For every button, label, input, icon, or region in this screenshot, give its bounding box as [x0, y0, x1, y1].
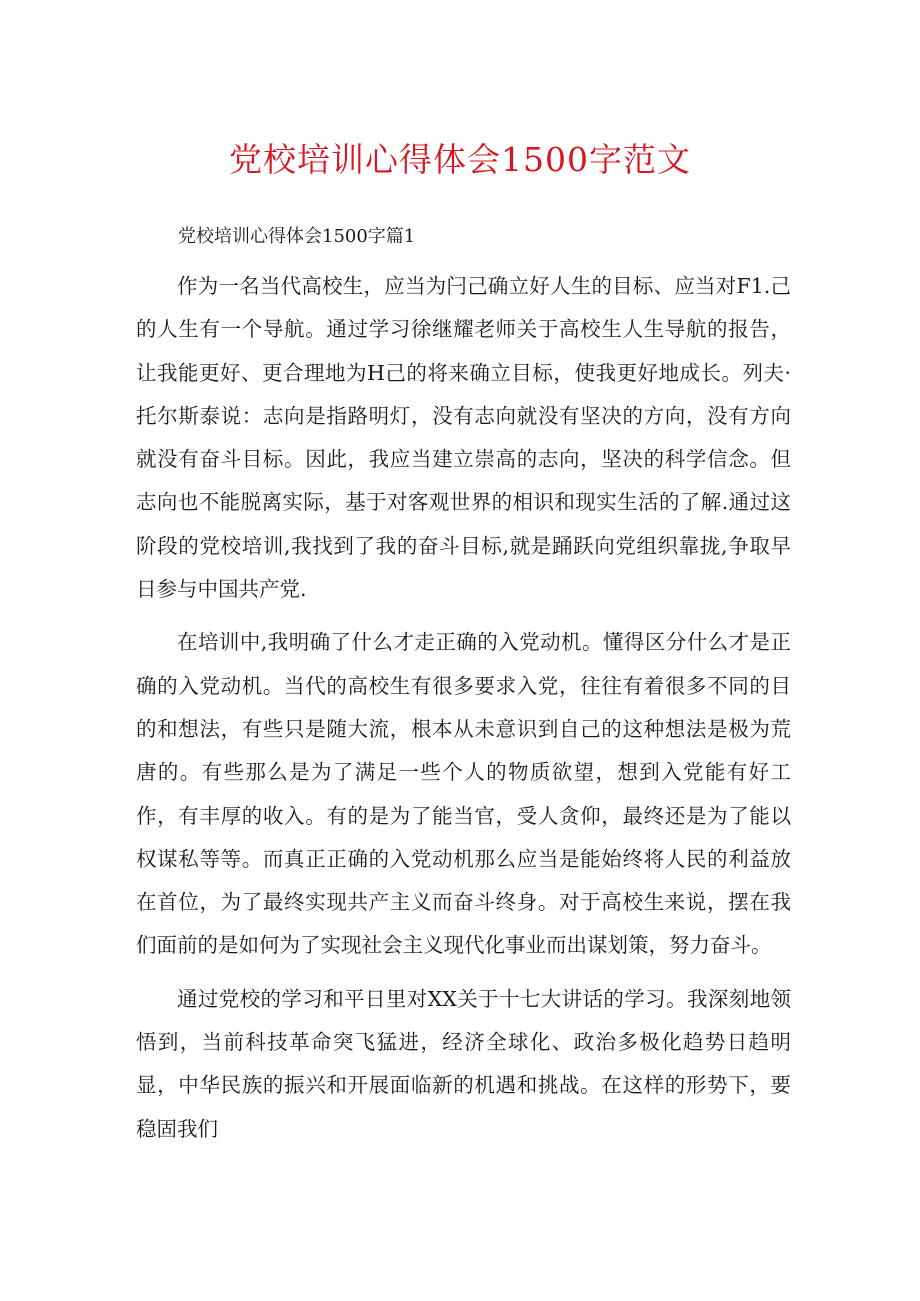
- document-body: [136, 222, 791, 1161]
- section-subheading: 党校培训心得体会1500字篇1: [178, 226, 416, 247]
- paragraph-3: 通过党校的学习和平日里对XX关于十七大讲话的学习。我深刻地领悟到，当前科技革命突飞猛进，经济全球化、政治多极化趋势日趋明显，中华民族的振兴和开展面临新的机遇和挑战。在这样的形势下，要稳固我们: [136, 986, 791, 1141]
- document-title: 党校培训心得体会1500字范文: [229, 140, 691, 179]
- paragraph-1: 作为一名当代高校生，应当为闩己确立好人生的目标、应当对F1.己的人生有一个导航。通过学习徐继耀老师关于高校生人生导航的报告，让我能更好、更合理地为H己的将来确立目标，使我更好地成长。列夫·托尔斯泰说：志向是指路明灯，没有志向就没有坚决的方向，没有方向就没有奋斗目标。因此，我应当建立崇高的志向，坚决的科学信念。但志向也不能脱离实际，基于对客观世界的相识和现实生活的了解.通过这阶段的党校培训,我找到了我的奋斗目标,就是踊跃向党组织靠拢,争取早日参与中国共产党.: [136, 274, 791, 602]
- paragraph-2: 在培训中,我明确了什么才走正确的入党动机。懂得区分什么才是正确的入党动机。当代的高校生有很多要求入党，往往有着很多不同的目的和想法，有些只是随大流，根本从未意识到自己的这种想法是极为荒唐的。有些那么是为了满足一些个人的物质欲望，想到入党能有好工作，有丰厚的收入。有的是为了能当官，受人贪仰，最终还是为了能以权谋私等等。而真正正确的入党动机那么应当是能始终将人民的利益放在首位，为了最终实现共产主义而奋斗终身。对于高校生来说，摆在我们面前的是如何为了实现社会主义现代化事业而出谋划策，努力奋斗。: [136, 630, 791, 958]
